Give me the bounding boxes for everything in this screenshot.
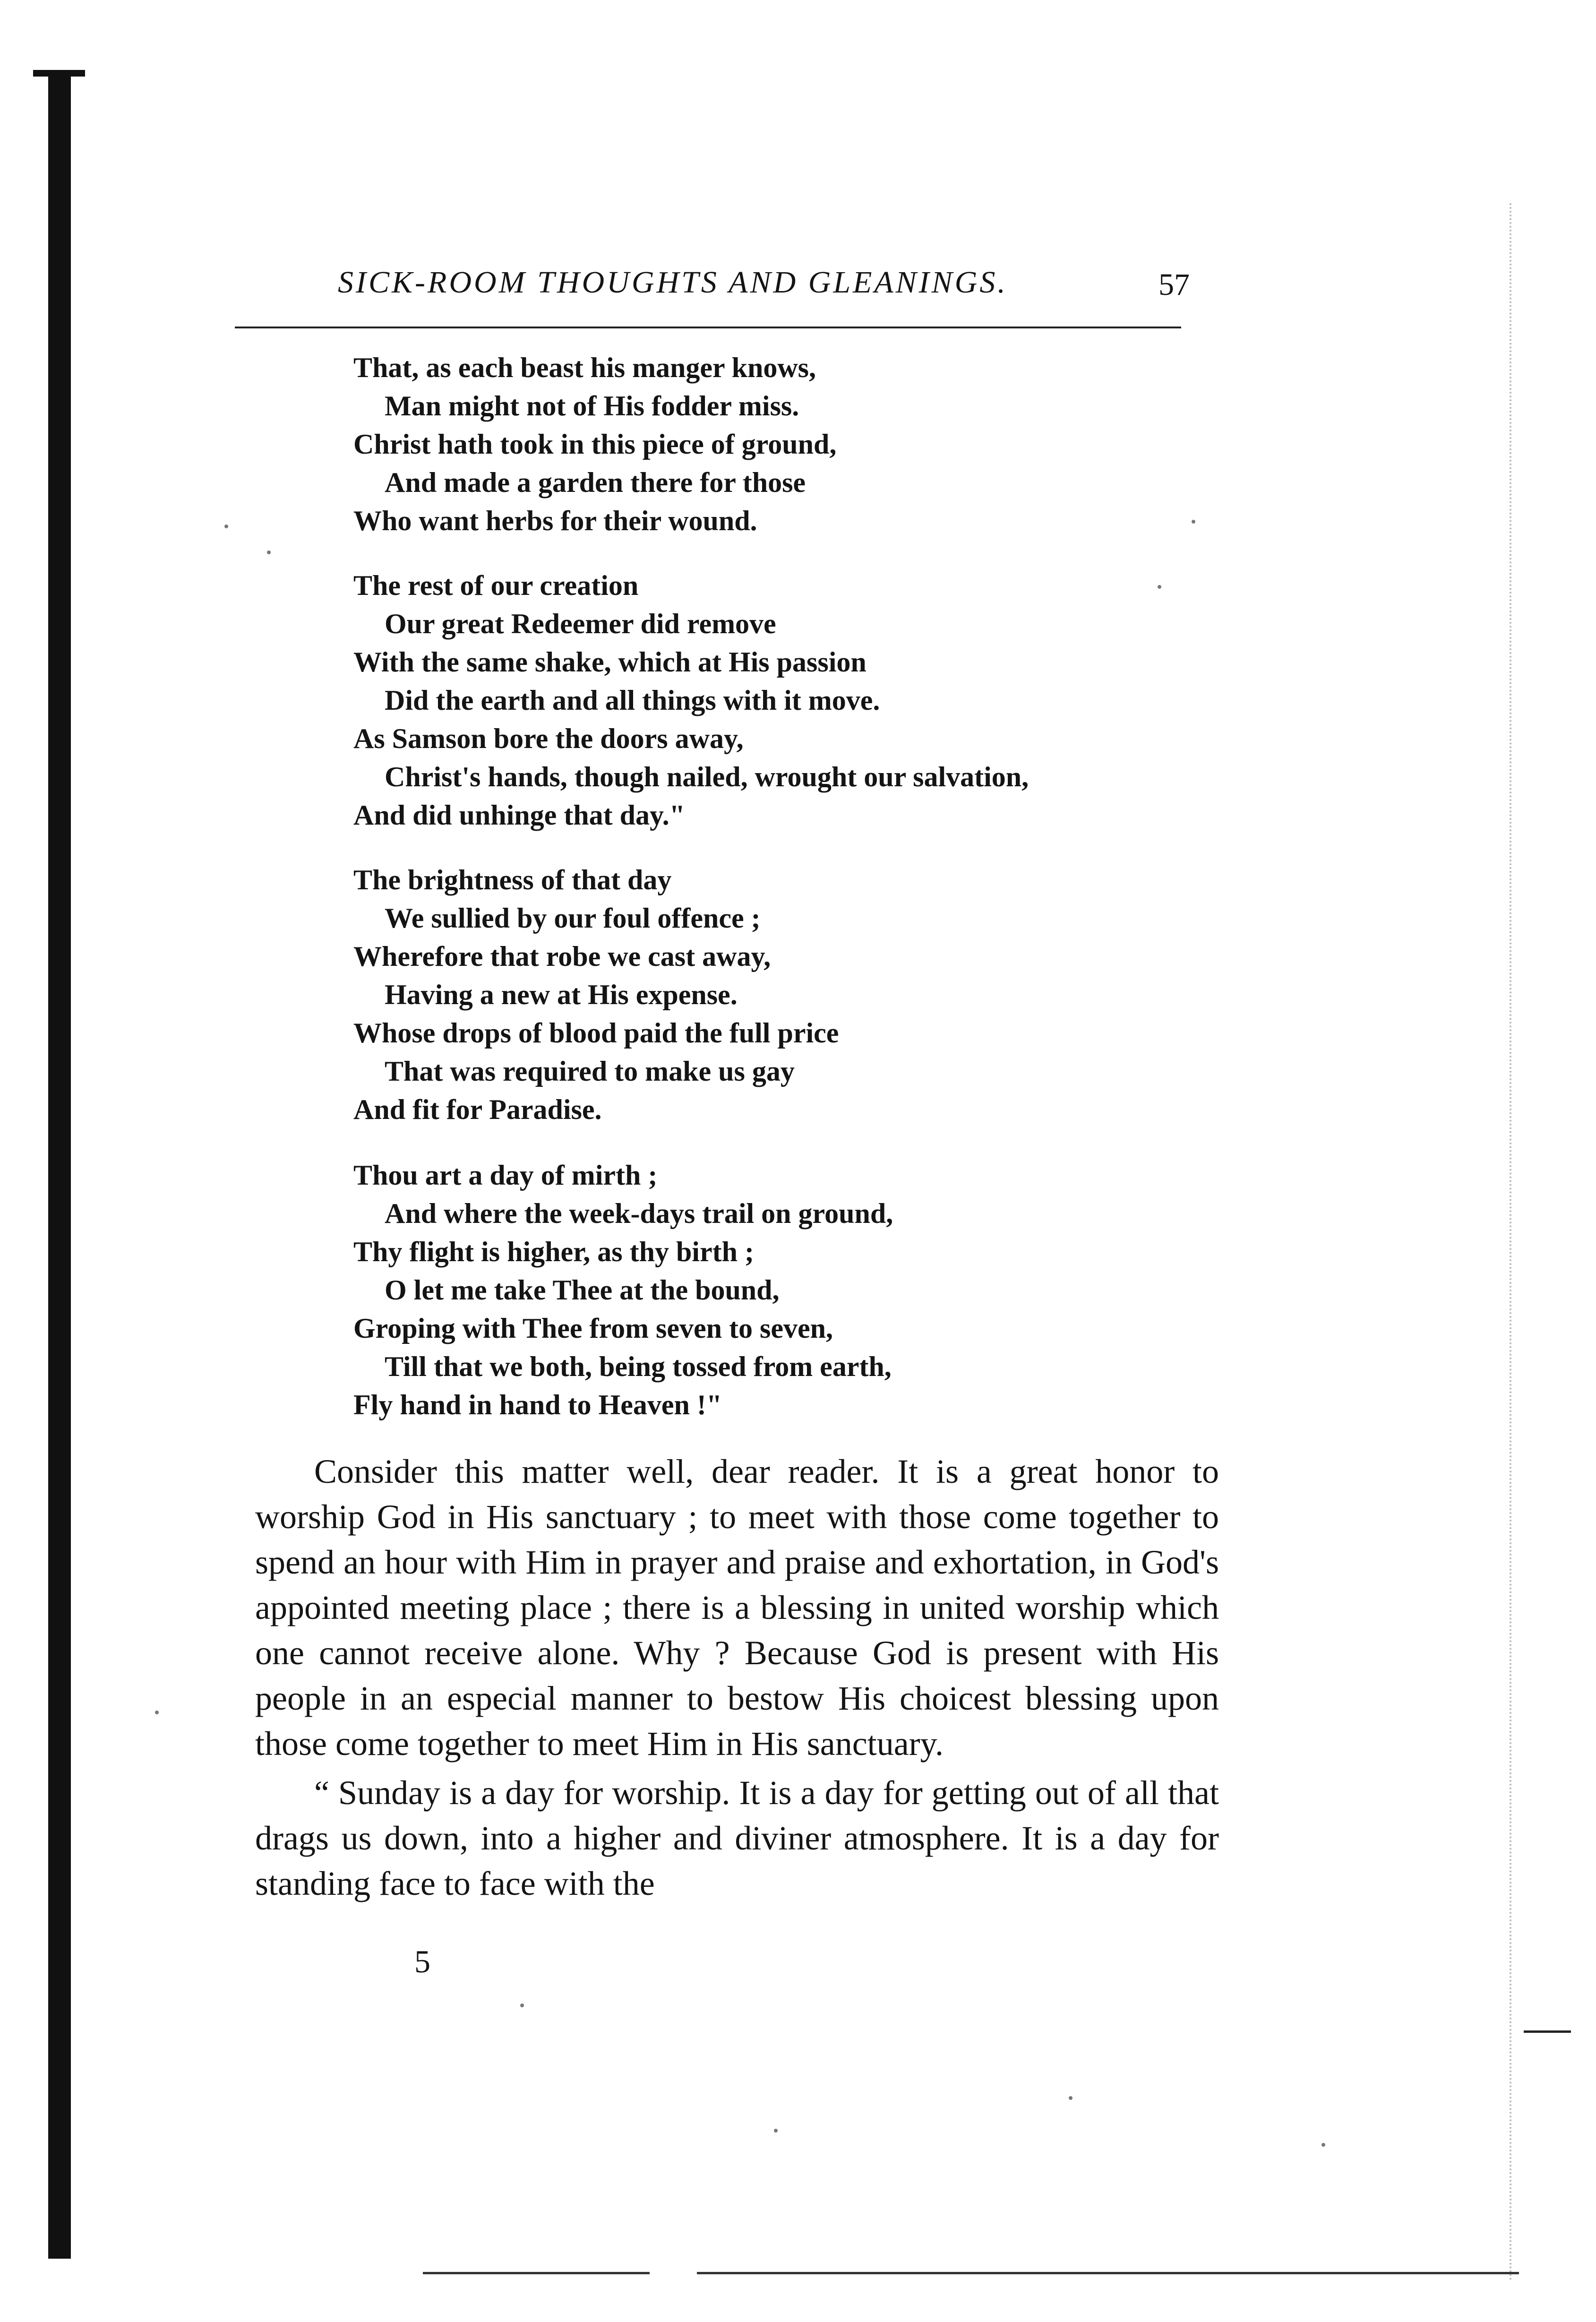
- print-speck: [267, 550, 271, 554]
- binding-edge: [48, 73, 71, 2259]
- poem-line: And where the week-days trail on ground,: [385, 1198, 893, 1229]
- poem-stanza: [353, 1156, 1204, 1424]
- poem-line: The brightness of that day: [353, 864, 672, 895]
- poem-stanza: [353, 349, 1204, 540]
- bottom-edge-rule: [423, 2272, 650, 2274]
- print-speck: [520, 2004, 524, 2007]
- poem-line: Till that we both, being tossed from earth,: [385, 1351, 892, 1382]
- poem-line: Whose drops of blood paid the full price: [353, 1017, 839, 1049]
- poem-line: Christ hath took in this piece of ground,: [353, 429, 837, 460]
- poem-line: Who want herbs for their wound.: [353, 505, 757, 536]
- poem-line: Thy flight is higher, as thy birth ;: [353, 1236, 754, 1267]
- header-rule: [235, 327, 1181, 328]
- poem-line: And did unhinge that day.": [353, 800, 685, 831]
- poem-line: As Samson bore the doors away,: [353, 723, 744, 754]
- poem-line: And made a garden there for those: [385, 467, 806, 498]
- print-speck: [1321, 2143, 1325, 2147]
- print-speck: [1069, 2096, 1073, 2100]
- poem: [353, 349, 1204, 1451]
- print-speck: [155, 1711, 159, 1714]
- poem-line: Did the earth and all things with it move.: [385, 685, 880, 716]
- poem-line: The rest of our creation: [353, 570, 639, 601]
- poem-line: That, as each beast his manger knows,: [353, 352, 816, 383]
- page-right-edge: [1510, 203, 1514, 2282]
- bottom-edge-rule: [697, 2272, 1519, 2274]
- running-head: SICK-ROOM THOUGHTS AND GLEANINGS.: [338, 265, 1008, 300]
- page-number: 57: [1158, 267, 1190, 302]
- poem-line: With the same shake, which at His passion: [353, 646, 867, 678]
- poem-line: Thou art a day of mirth ;: [353, 1160, 658, 1191]
- poem-line: Our great Redeemer did remove: [385, 608, 776, 639]
- poem-line: O let me take Thee at the bound,: [385, 1274, 780, 1306]
- poem-line: That was required to make us gay: [385, 1056, 795, 1087]
- poem-stanza: [353, 567, 1204, 834]
- print-speck: [224, 525, 228, 528]
- body-text: [255, 1449, 1219, 1906]
- poem-stanza: [353, 861, 1204, 1129]
- poem-line: Groping with Thee from seven to seven,: [353, 1313, 833, 1344]
- poem-line: And fit for Paradise.: [353, 1094, 602, 1125]
- print-speck: [774, 2129, 778, 2133]
- paragraph: “ Sunday is a day for worship. It is a day for getting out of all that drags us down, into a higher and diviner atmosphere. It is a day for standing face to face with the: [255, 1774, 1219, 1902]
- margin-dash: [1524, 2030, 1571, 2033]
- poem-line: Christ's hands, though nailed, wrought our salvation,: [385, 761, 1029, 792]
- signature-mark: 5: [414, 1944, 430, 1979]
- poem-line: Fly hand in hand to Heaven !": [353, 1389, 722, 1420]
- poem-line: We sullied by our foul offence ;: [385, 903, 761, 934]
- poem-line: Man might not of His fodder miss.: [385, 390, 799, 421]
- poem-line: Wherefore that robe we cast away,: [353, 941, 771, 972]
- poem-line: Having a new at His expense.: [385, 979, 738, 1010]
- paragraph: Consider this matter well, dear reader. It is a great honor to worship God in His sanctuary ; to meet with those come together to spend an hour with Him in prayer and praise and exhortation, in God's appointed meeting place ; there is a blessing in united worship which one cannot receive alone. Why ? Because God is present with His people in an especial manner to bestow His choicest blessing upon those come together to meet Him in His sanctuary.: [255, 1453, 1219, 1763]
